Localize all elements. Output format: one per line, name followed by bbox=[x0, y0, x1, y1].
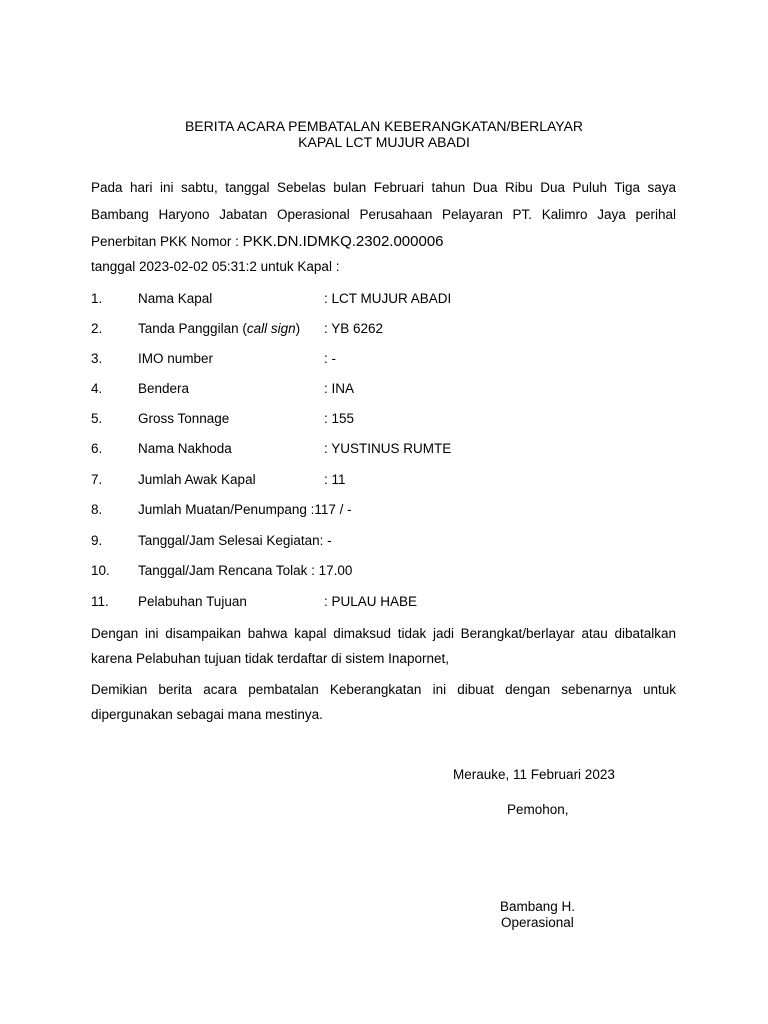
closing-paragraph bbox=[91, 676, 676, 726]
intro-line-1: Pada hari ini sabtu, tanggal Sebelas bulan Februari tahun Dua Ribu Dua Puluh Tiga saya bbox=[91, 180, 676, 195]
item-number: 10. bbox=[91, 563, 110, 578]
item-number: 9. bbox=[91, 533, 103, 548]
list-item bbox=[91, 321, 676, 341]
item-number: 2. bbox=[91, 321, 103, 336]
item-label: Tanggal/Jam Selesai Kegiatan: - bbox=[138, 533, 332, 548]
cancellation-paragraph bbox=[91, 620, 676, 670]
item-label: Bendera bbox=[138, 381, 190, 396]
document-subtitle: KAPAL LCT MUJUR ABADI bbox=[298, 134, 470, 150]
item-value: : LCT MUJUR ABADI bbox=[324, 291, 452, 306]
cancellation-line-1: Dengan ini disampaikan bahwa kapal dimaksud tidak jadi Berangkat/berlayar atau dibatalkan bbox=[91, 626, 676, 641]
list-item bbox=[91, 472, 676, 492]
intro-line-2: Bambang Haryono Jabatan Operasional Perusahaan Pelayaran PT. Kalimro Jaya perihal bbox=[91, 207, 676, 222]
list-item bbox=[91, 502, 676, 522]
item-label-italic: call sign bbox=[246, 321, 296, 336]
item-number: 4. bbox=[91, 381, 103, 396]
item-number: 3. bbox=[91, 351, 103, 366]
item-label: Nama Nakhoda bbox=[138, 441, 232, 456]
item-label-suffix: ) bbox=[295, 321, 301, 336]
list-item bbox=[91, 381, 676, 401]
item-label: Gross Tonnage bbox=[138, 411, 230, 426]
item-label: Tanggal/Jam Rencana Tolak : 17.00 bbox=[138, 563, 353, 578]
item-number: 6. bbox=[91, 441, 103, 456]
intro-line-3 bbox=[91, 228, 676, 255]
signer-name: Bambang H. bbox=[500, 899, 576, 914]
closing-line-1: Demikian berita acara pembatalan Keberangkatan ini dibuat dengan sebenarnya untuk bbox=[91, 682, 676, 697]
item-value: : YUSTINUS RUMTE bbox=[324, 441, 452, 456]
item-label: Nama Kapal bbox=[138, 291, 213, 306]
item-label bbox=[138, 321, 300, 336]
item-label: Jumlah Awak Kapal bbox=[138, 472, 256, 487]
item-value: : 155 bbox=[324, 411, 355, 426]
list-item bbox=[91, 563, 676, 583]
item-label: Pelabuhan Tujuan bbox=[138, 594, 247, 609]
item-number: 8. bbox=[91, 502, 103, 517]
item-number: 11. bbox=[91, 594, 109, 609]
place-date: Merauke, 11 Februari 2023 bbox=[453, 767, 615, 782]
list-item bbox=[91, 291, 676, 311]
intro-paragraph bbox=[91, 174, 676, 255]
list-item bbox=[91, 441, 676, 461]
signer-position: Operasional bbox=[501, 915, 574, 930]
item-value: : YB 6262 bbox=[324, 321, 384, 336]
item-number: 7. bbox=[91, 472, 103, 487]
item-value: : - bbox=[324, 351, 336, 366]
list-item bbox=[91, 533, 676, 553]
item-label: IMO number bbox=[138, 351, 214, 366]
tanggal-line: tanggal 2023-02-02 05:31:2 untuk Kapal : bbox=[91, 259, 340, 274]
cancellation-line-2: karena Pelabuhan tujuan tidak terdaftar di sistem Inapornet, bbox=[91, 651, 449, 666]
item-value: : INA bbox=[324, 381, 355, 396]
document-title: BERITA ACARA PEMBATALAN KEBERANGKATAN/BERLAYAR bbox=[184, 118, 584, 134]
pkk-label: Penerbitan PKK Nomor : bbox=[91, 234, 243, 249]
item-value: : PULAU HABE bbox=[324, 594, 418, 609]
pkk-number: PKK.DN.IDMKQ.2302.000006 bbox=[242, 233, 444, 250]
list-item bbox=[91, 411, 676, 431]
list-item bbox=[91, 351, 676, 371]
list-item bbox=[91, 594, 676, 614]
applicant-label: Pemohon, bbox=[507, 802, 569, 817]
item-number: 5. bbox=[91, 411, 103, 426]
item-label: Jumlah Muatan/Penumpang :117 / - bbox=[138, 502, 352, 517]
item-value: : 11 bbox=[324, 472, 346, 487]
item-label-prefix: Tanda Panggilan ( bbox=[138, 321, 247, 336]
closing-line-2: dipergunakan sebagai mana mestinya. bbox=[91, 707, 323, 722]
item-number: 1. bbox=[91, 291, 103, 306]
